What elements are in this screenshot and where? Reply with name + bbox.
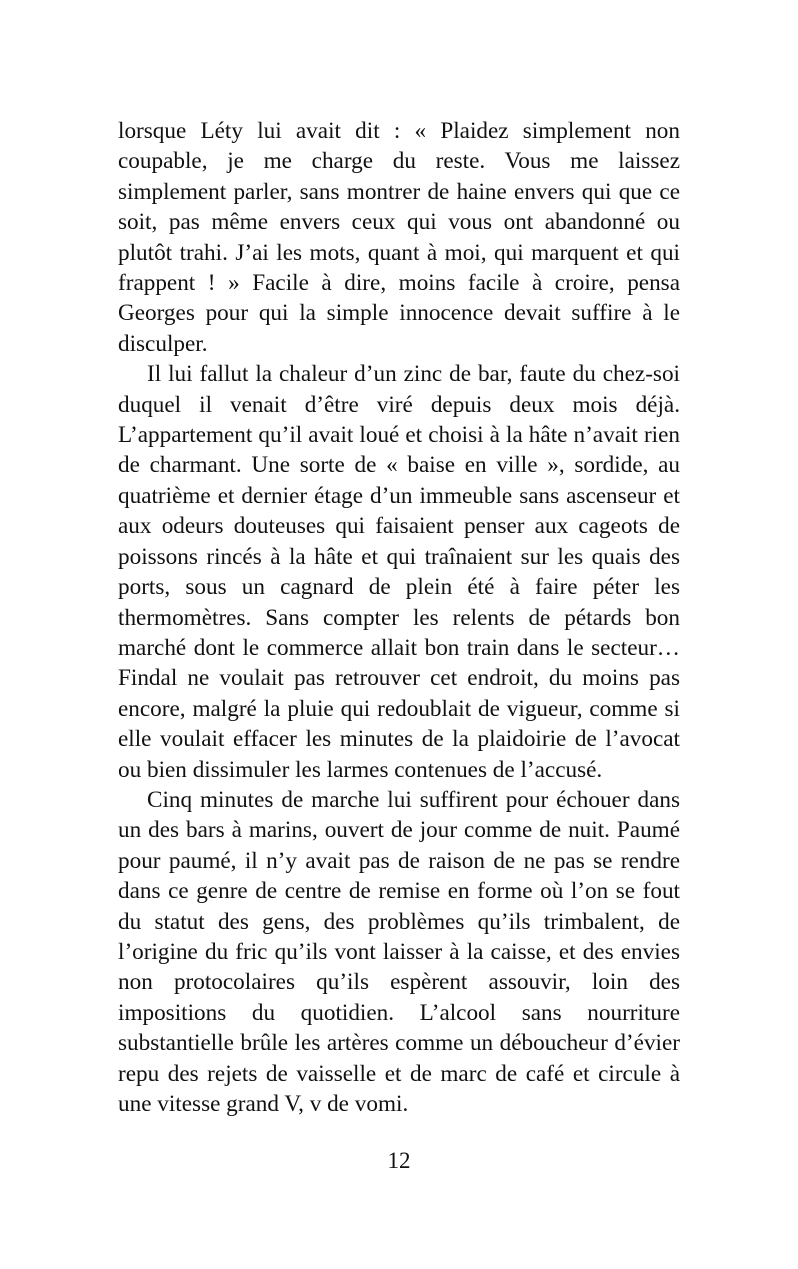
- page-number: 12: [387, 1148, 411, 1173]
- paragraph-3: Cinq minutes de marche lui suffirent pour échouer dans un des bars à marins, ouvert de jour comme de nuit. Paumé pour paumé, il n’y avait pas de raison de ne pas se rendre dans ce genre de centre de remise en forme où l’on se fout du statut des gens, des problèmes qu’ils trimbalent, de l’origine du fric qu’ils vont laisser à la caisse, et des envies non protocolaires qu’ils espèrent assouvir, loin des impositions du quotidien. L’alcool sans nourriture substantielle brûle les artères comme un déboucheur d’évier repu des rejets de vaisselle et de marc de café et circule à une vitesse grand V, v de vomi.: [118, 786, 680, 1117]
- paragraph-1: lorsque Léty lui avait dit : « Plaidez simplement non coupable, je me charge du reste. Vous me laissez simplement parler, sans montrer de haine envers qui que ce soit, pas même envers ceux qui vous ont abandonné ou plutôt trahi. J’ai les mots, quant à moi, qui marquent et qui frappent ! » Facile à dire, moins facile à croire, pensa Georges pour qui la simple innocence devait suffire à le disculper.: [118, 118, 680, 357]
- body-text: [118, 116, 680, 1119]
- paragraph-2: Il lui fallut la chaleur d’un zinc de bar, faute du chez-soi duquel il venait d’être viré depuis deux mois déjà. L’appartement qu’il avait loué et choisi à la hâte n’avait rien de charmant. Une sorte de « baise en ville », sordide, au quatrième et dernier étage d’un immeuble sans ascenseur et aux odeurs douteuses qui faisaient penser aux cageots de poissons rincés à la hâte et qui traînaient sur les quais des ports, sous un cagnard de plein été à faire péter les thermomètres. Sans compter les relents de pétards bon marché dont le commerce allait bon train dans le secteur… Findal ne voulait pas retrouver cet endroit, du moins pas encore, malgré la pluie qui redoublait de vigueur, comme si elle voulait effacer les minutes de la plaidoirie de l’avocat ou bien dissimuler les larmes contenues de l’accusé.: [118, 361, 680, 783]
